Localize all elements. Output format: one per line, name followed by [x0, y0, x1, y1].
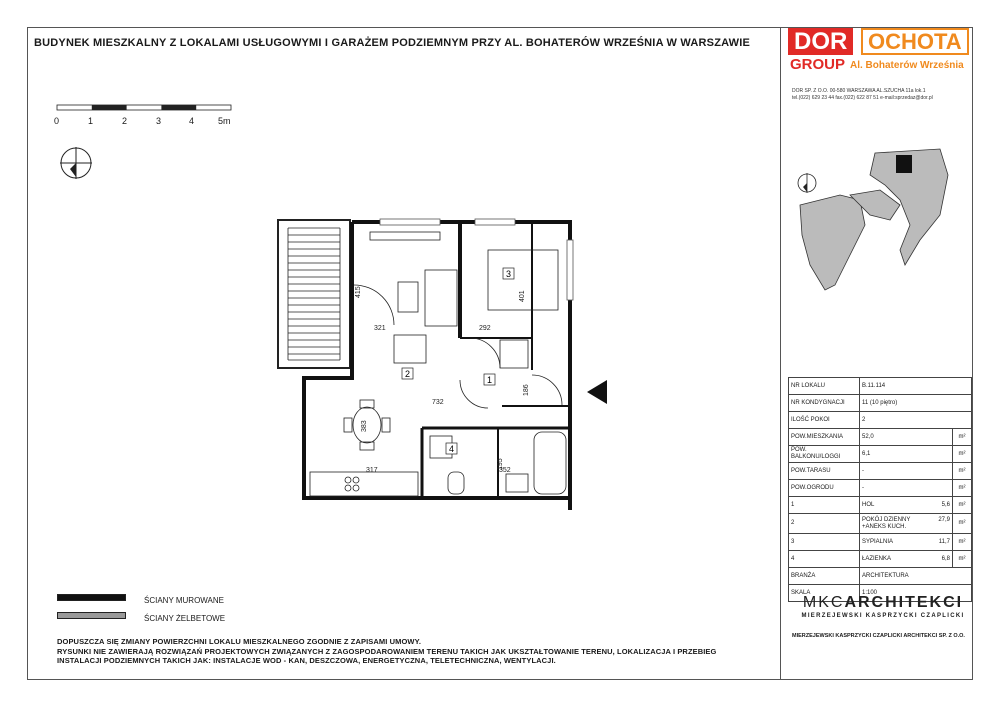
unit: m²: [953, 514, 972, 534]
room-name: SYPIALNIA: [862, 538, 894, 545]
dimensions: [355, 286, 530, 474]
unit: m²: [953, 429, 972, 446]
legend-concrete-label: ŚCIANY ŻELBETOWE: [144, 614, 226, 623]
value: ARCHITEKTURA: [860, 568, 972, 585]
logo-ochota: OCHOTA: [861, 28, 969, 55]
company-info: [792, 88, 933, 102]
dimension-label: 415: [355, 286, 362, 298]
room-area: 27,9: [938, 516, 950, 523]
window: [380, 219, 440, 225]
room-row: [860, 534, 953, 551]
label: SKALA: [789, 585, 860, 602]
room-name: HOL: [862, 501, 875, 508]
unit: m²: [953, 446, 972, 463]
unit: m²: [953, 463, 972, 480]
dimension-label: 352: [499, 467, 511, 474]
scale-label: 1: [88, 116, 94, 126]
bathtub: [534, 432, 566, 494]
mkc-architekci: ARCHITEKCI: [844, 594, 964, 611]
scale-label: 4: [189, 116, 195, 126]
logo-group: GROUP: [790, 56, 846, 73]
site-key-plan: [790, 145, 965, 295]
hob: [345, 477, 351, 483]
value: B.11.114: [860, 378, 972, 395]
label: POW.MIESZKANIA: [789, 429, 860, 446]
room-no: 1: [789, 497, 860, 514]
room-number: 3: [506, 269, 512, 279]
dimension-label: 186: [523, 384, 530, 396]
label: POW.OGRODU: [789, 480, 860, 497]
unit: m²: [953, 497, 972, 514]
legend-masonry-label: ŚCIANY MUROWANE: [144, 596, 225, 605]
north-arrow-icon: [56, 143, 96, 183]
label: POW. BALKONU/LOGGI: [789, 446, 860, 463]
dimension-label: 401: [519, 290, 526, 302]
mkc-mark: MKC: [802, 594, 845, 611]
armchair: [394, 335, 426, 363]
company-contact: tel.(022) 629 23 44 fax.(022) 622 87 51 e-mail:sprzedaz@dor.pl: [792, 95, 933, 101]
room-no: 3: [789, 534, 860, 551]
unit: m²: [953, 534, 972, 551]
notes: [57, 637, 716, 666]
wardrobe: [500, 340, 528, 368]
room-area: 5,6: [941, 501, 950, 508]
dimension-label: 292: [479, 325, 491, 332]
room-no: 2: [789, 514, 860, 534]
legend-masonry-swatch: [57, 594, 126, 601]
room-name: ŁAZIENKA: [862, 555, 892, 562]
room-area: 6,8: [941, 555, 950, 562]
label: ILOŚĆ POKOI: [789, 412, 860, 429]
dimension-label: 317: [366, 467, 378, 474]
chair: [344, 418, 352, 432]
label: BRANŻA: [789, 568, 860, 585]
unit: m²: [953, 480, 972, 497]
entrance-arrow-icon: [585, 378, 610, 406]
scale-label: 5m: [218, 116, 231, 126]
sofa: [425, 270, 457, 326]
note-line: INSTALACJI PODZIEMNYCH TAKICH JAK: INSTALACJE WOD - KAN, DESZCZOWA, ENERGETYCZNA, TELETECHNICZNA, WENTYLACJI.: [57, 656, 556, 665]
value: 2: [860, 412, 972, 429]
logo-dor: DOR: [788, 28, 853, 55]
value: 52,0: [860, 429, 953, 446]
balcony-hatch: [288, 228, 340, 360]
value: -: [860, 463, 953, 480]
architect-firm: MIERZEJEWSKI KASPRZYCKI CZAPLICKI ARCHITEKCI SP. Z O.O.: [792, 633, 965, 639]
dimension-label: 383: [361, 420, 368, 432]
window: [567, 240, 573, 300]
dor-ochota-logo: [788, 28, 973, 78]
mkc-subtitle: MIERZEJEWSKI KASPRZYCKI CZAPLICKI: [801, 613, 965, 619]
logo-street: Al. Bohaterów Września: [850, 60, 964, 71]
note-line: RYSUNKI NIE ZAWIERAJĄ ROZWIĄZAŃ PROJEKTOWYCH ZWIĄZANYCH Z ZAGOSPODAROWANIEM TERENU TAKICH JAK UKSZTAŁTOWANIE TERENU, LOKALIZACJA I PRZEBIEG: [57, 646, 717, 656]
toilet: [448, 472, 464, 494]
tv-unit: [370, 232, 440, 240]
label: POW.TARASU: [789, 463, 860, 480]
title-block-divider: [780, 27, 781, 680]
label: NR KONDYGNACJI: [789, 395, 860, 412]
room-number: 1: [487, 375, 493, 385]
legend-concrete-swatch: [57, 612, 126, 619]
dimension-label: 321: [374, 325, 386, 332]
room-row: [860, 551, 953, 568]
room-area: 11,7: [938, 538, 950, 545]
note-line: DOPUSZCZA SIĘ ZMIANY POWIERZCHNI LOKALU MIESZKALNEGO ZGODNIE Z ZAPISAMI UMOWY.: [57, 637, 422, 646]
room-row: [860, 514, 953, 534]
kitchen-counter: [310, 472, 418, 496]
walls: [304, 222, 570, 510]
window: [475, 219, 515, 225]
architect-logo: [793, 594, 973, 619]
page-title: BUDYNEK MIESZKALNY Z LOKALAMI USŁUGOWYMI I GARAŻEM PODZIEMNYM PRZY AL. BOHATERÓW WRZEŚNIA W WARSZAWIE: [34, 37, 751, 49]
company-address: DOR SP. Z O.O. 00-580 WARSZAWA AL.SZUCHA 11a lok.1: [792, 88, 926, 94]
value: 1:100: [860, 585, 972, 602]
value: 6,1: [860, 446, 953, 463]
scale-bar: [50, 100, 240, 116]
unit-info-table: [788, 377, 972, 602]
dimension-label: 195: [497, 458, 504, 470]
room-number: 2: [405, 369, 411, 379]
value: -: [860, 480, 953, 497]
scale-label: 0: [54, 116, 60, 126]
value: 11 (10 piętro): [860, 395, 972, 412]
room-row: [860, 497, 953, 514]
dimension-label: 732: [432, 399, 444, 406]
floor-plan: [270, 210, 620, 510]
unit-highlight: [896, 155, 912, 173]
label: NR LOKALU: [789, 378, 860, 395]
room-no: 4: [789, 551, 860, 568]
scale-label: 2: [122, 116, 128, 126]
scale-label: 3: [156, 116, 162, 126]
coffee-table: [398, 282, 418, 312]
washbasin: [506, 474, 528, 492]
room-name: POKÓJ DZIENNY +ANEKS KUCH.: [862, 516, 911, 530]
unit: m²: [953, 551, 972, 568]
chair: [382, 418, 390, 432]
room-number: 4: [449, 444, 455, 454]
